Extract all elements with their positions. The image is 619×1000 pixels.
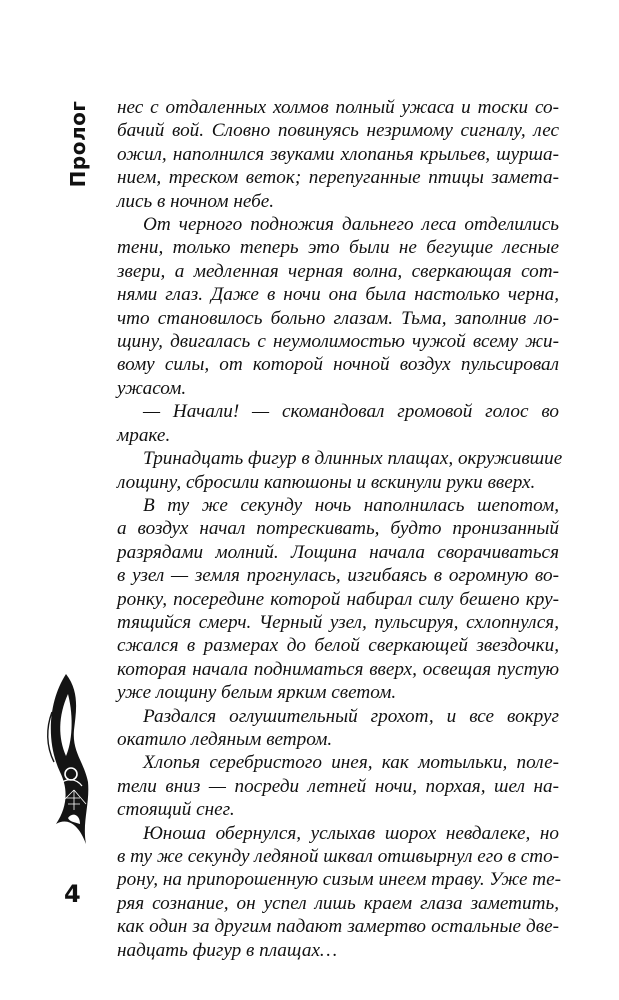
running-head-label: Пролог xyxy=(66,100,90,188)
text-line: Юноша обернулся, услыхав шорох невдалеке, но xyxy=(143,822,559,844)
text-line: в узел — земля прогнулась, изгибаясь в огромную во- xyxy=(117,565,559,587)
text-line: — Начали! — скомандовал громовой голос во xyxy=(143,401,559,423)
decorative-ornament-icon xyxy=(44,672,100,848)
text-line: тели вниз — посреди летней ночи, порхая, шел на- xyxy=(117,775,559,797)
text-line: щину, двигалась с неумолимостью чужой всему жи- xyxy=(117,331,559,353)
text-line: лись в ночном небе. xyxy=(117,190,275,212)
text-line: Тринадцать фигур в длинных плащах, окружившие xyxy=(143,448,563,470)
text-line: бачий вой. Словно повинуясь незримому сигналу, лес xyxy=(117,120,559,142)
paragraph xyxy=(117,705,559,752)
page-number: 4 xyxy=(64,880,81,908)
paragraph xyxy=(117,494,559,705)
text-line: вому силы, от которой ночной воздух пульсировал xyxy=(117,354,559,376)
text-line: ожил, наполнился звуками хлопанья крыльев, шурша- xyxy=(117,143,559,165)
text-line: окатило ледяным ветром. xyxy=(117,728,333,750)
paragraph xyxy=(117,213,559,400)
text-line: нием, треском веток; перепуганные птицы замета- xyxy=(117,167,559,189)
text-line: нями глаз. Даже в ночи она была настолько черна, xyxy=(117,284,559,306)
text-line: тени, только теперь это были не бегущие лесные xyxy=(117,237,559,259)
text-line: уже лощину белым ярким светом. xyxy=(117,682,397,704)
text-line: лощину, сбросили капюшоны и вскинули руки вверх. xyxy=(117,471,536,493)
body-text xyxy=(117,96,563,962)
text-line: Раздался оглушительный грохот, и все вокруг xyxy=(143,705,559,727)
text-line: ряя сознание, он успел лишь краем глаза заметить, xyxy=(117,892,559,914)
paragraph xyxy=(117,751,559,821)
text-line: нес с отдаленных холмов полный ужаса и тоски со- xyxy=(117,97,559,118)
text-line: ронку, посередине которой набирал силу бешено кру- xyxy=(117,588,559,610)
text-line: стоящий снег. xyxy=(117,799,235,821)
text-line: звери, а медленная черная волна, сверкающая сот- xyxy=(117,260,559,282)
paragraph xyxy=(117,822,562,962)
text-line: сжался в размерах до белой сверкающей звездочки, xyxy=(117,635,559,657)
text-line: как один за другим падают замертво остальные две- xyxy=(117,916,559,938)
text-line: надцать фигур в плащах… xyxy=(117,939,338,961)
paragraph xyxy=(117,447,563,494)
text-line: рону, на припорошенную сизым инеем траву. Уже те- xyxy=(117,869,562,891)
ornament-drawing xyxy=(44,672,100,848)
text-line: в ту же секунду ледяной шквал отшвырнул его в сто- xyxy=(117,846,560,867)
text-line: В ту же секунду ночь наполнилась шепотом, xyxy=(143,494,559,516)
text-line: мраке. xyxy=(117,424,171,446)
text-line: ужасом. xyxy=(117,377,187,399)
text-line: От черного подножия дальнего леса отделились xyxy=(143,214,559,236)
paragraph xyxy=(117,400,559,447)
running-head xyxy=(62,96,94,192)
text-line: разрядами молний. Лощина начала сворачиваться xyxy=(117,541,559,563)
text-line: а воздух начал потрескивать, будто пронизанный xyxy=(117,518,559,540)
text-line: что становилось больно глазам. Тьма, заполнив ло- xyxy=(117,307,559,329)
paragraph xyxy=(117,96,559,213)
text-line: которая начала подниматься вверх, освещая пустую xyxy=(117,658,559,680)
text-line: тящийся смерч. Черный узел, пульсируя, схлопнулся, xyxy=(117,611,559,633)
text-line: Хлопья серебристого инея, как мотыльки, поле- xyxy=(143,752,559,774)
